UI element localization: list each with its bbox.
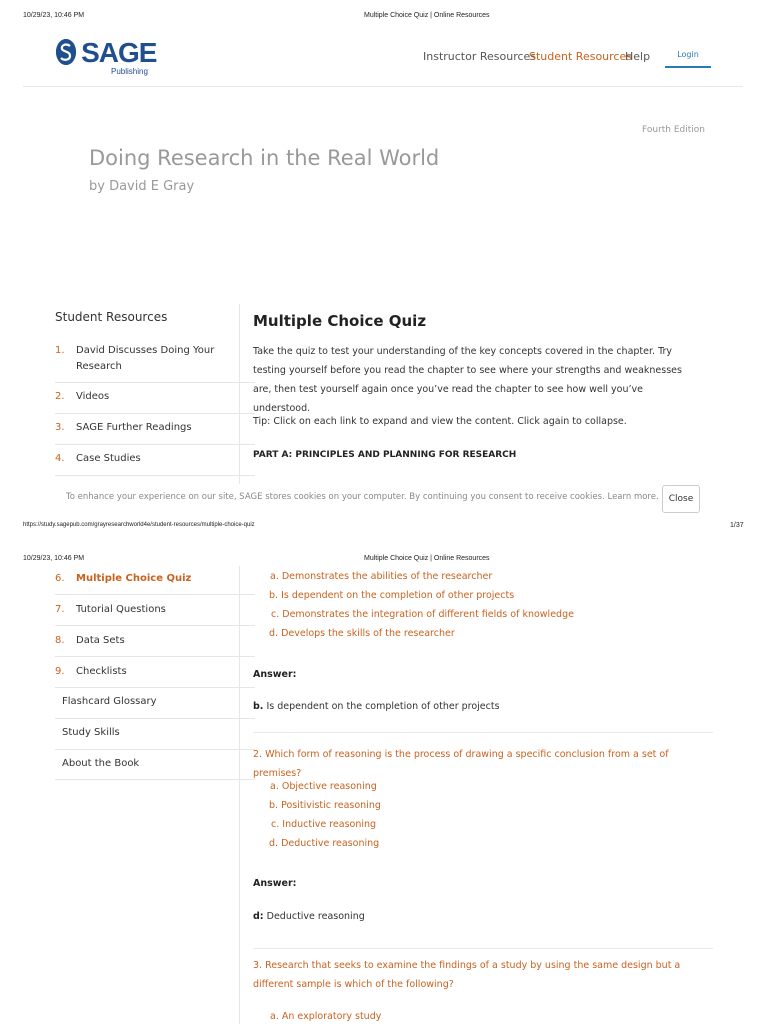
sidebar-item-number: 2.	[55, 391, 65, 402]
print-doc-title: Multiple Choice Quiz | Online Resources	[364, 555, 490, 562]
sidebar-item-label: Checklists	[76, 666, 127, 677]
logo-subtitle: Publishing	[111, 67, 148, 76]
sidebar-divider	[55, 413, 255, 414]
cookie-close-button[interactable]: Close	[662, 485, 700, 513]
sidebar-item-label: SAGE Further Readings	[76, 422, 192, 433]
book-title: Doing Research in the Real World	[89, 146, 440, 170]
sidebar-divider	[55, 444, 255, 445]
sidebar-item-label: About the Book	[62, 758, 140, 769]
sidebar-item-label: Study Skills	[62, 727, 120, 738]
sidebar-item-number: 7.	[55, 604, 65, 615]
sidebar-divider	[55, 382, 255, 383]
sidebar-item-number: 9.	[55, 666, 65, 677]
sidebar-item-number: 6.	[55, 573, 65, 584]
q1-answer-text: Is dependent on the completion of other projects	[263, 701, 500, 712]
sidebar-divider	[55, 475, 255, 476]
nav-student-resources[interactable]: Student Resources	[529, 50, 632, 63]
sidebar-title: Student Resources	[55, 310, 168, 324]
cookie-banner-text	[66, 492, 666, 502]
sidebar-divider	[55, 594, 255, 595]
q2-answer-key: d:	[253, 911, 264, 922]
q2-answer-text: Deductive reasoning	[263, 911, 365, 922]
login-button[interactable]: Login	[665, 50, 711, 68]
part-heading: PART A: PRINCIPLES AND PLANNING FOR RESEARCH	[253, 450, 517, 460]
sidebar-item-number: 4.	[55, 453, 65, 464]
sidebar-item-number: 1.	[55, 345, 65, 356]
intro-paragraph: Take the quiz to test your understanding of the key concepts covered in the chapter. Try testing yourself before you read the chapter to see where your strengths and weaknesses are, then test yourself again once you’ve read the chapter to see how well you’ve understood.	[253, 346, 682, 414]
book-edition: Fourth Edition	[642, 125, 705, 135]
tip-text: Tip: Click on each link to expand and view the content. Click again to collapse.	[253, 416, 627, 427]
sidebar-item-label: Data Sets	[76, 635, 125, 646]
print-footer-url: https://study.sagepub.com/grayresearchworld4e/student-resources/multiple-choice-quiz	[23, 522, 255, 528]
q1-answer-key: b.	[253, 701, 264, 712]
q2-option-b[interactable]: b. Positivistic reasoning	[269, 800, 381, 811]
sidebar-item-label: Flashcard Glossary	[62, 696, 157, 707]
sidebar-divider	[55, 779, 255, 780]
sidebar-item-number: 3.	[55, 422, 65, 433]
q2-answer	[253, 911, 365, 922]
q1-option-a[interactable]: a. Demonstrates the abilities of the researcher	[270, 571, 493, 582]
sidebar-item-number: 8.	[55, 635, 65, 646]
column-divider	[239, 566, 240, 1024]
sidebar-divider	[55, 656, 255, 657]
q1-option-c[interactable]: c. Demonstrates the integration of different fields of knowledge	[271, 609, 574, 620]
sidebar-item-label: Tutorial Questions	[76, 604, 166, 615]
q2-option-a[interactable]: a. Objective reasoning	[270, 781, 377, 792]
question-divider	[253, 732, 713, 733]
q1-option-b[interactable]: b. Is dependent on the completion of other projects	[269, 590, 515, 601]
column-divider	[239, 304, 240, 484]
q3-question[interactable]: 3. Research that seeks to examine the findings of a study by using the same design but a different sample is which of the following?	[253, 960, 681, 990]
print-doc-title: Multiple Choice Quiz | Online Resources	[364, 12, 490, 19]
header-divider	[23, 86, 743, 87]
sage-emblem-icon	[56, 39, 76, 65]
print-footer-page: 1/37	[730, 522, 744, 529]
sidebar-divider	[55, 625, 255, 626]
q2-question[interactable]: 2. Which form of reasoning is the process of drawing a specific conclusion from a set of premises?	[253, 749, 669, 779]
sidebar-item-label: Videos	[76, 391, 110, 402]
sidebar-item-label: David Discusses Doing Your Research	[76, 345, 215, 372]
nav-instructor-resources[interactable]: Instructor Resources	[423, 50, 537, 63]
q1-option-d[interactable]: d. Develops the skills of the researcher	[269, 628, 455, 639]
q1-answer-label: Answer:	[253, 669, 297, 680]
print-datetime: 10/29/23, 10:46 PM	[23, 555, 85, 562]
q2-option-d[interactable]: d. Deductive reasoning	[269, 838, 380, 849]
q2-answer-label: Answer:	[253, 878, 297, 889]
print-datetime: 10/29/23, 10:46 PM	[23, 12, 85, 19]
sidebar-divider	[55, 718, 255, 719]
sidebar-item-label: Case Studies	[76, 453, 141, 464]
q2-option-c[interactable]: c. Inductive reasoning	[271, 819, 377, 830]
cookie-message: To enhance your experience on our site, SAGE stores cookies on your computer. By continuing you consent to receive cookies.	[66, 492, 605, 502]
sage-logo[interactable]	[56, 37, 157, 76]
page-title: Multiple Choice Quiz	[253, 312, 427, 330]
sidebar-divider	[55, 749, 255, 750]
logo-wordmark: SAGE	[81, 37, 157, 68]
nav-help[interactable]: Help	[625, 50, 651, 63]
sidebar-item-label: Multiple Choice Quiz	[76, 573, 192, 584]
sidebar-divider	[55, 687, 255, 688]
q3-option-a[interactable]: a. An exploratory study	[270, 1011, 382, 1022]
book-author: by David E Gray	[89, 179, 195, 194]
question-divider	[253, 948, 713, 949]
cookie-learn-more-link[interactable]: Learn more.	[607, 492, 659, 502]
q1-answer	[253, 701, 500, 712]
sidebar-item-david-discusses[interactable]	[55, 343, 255, 375]
